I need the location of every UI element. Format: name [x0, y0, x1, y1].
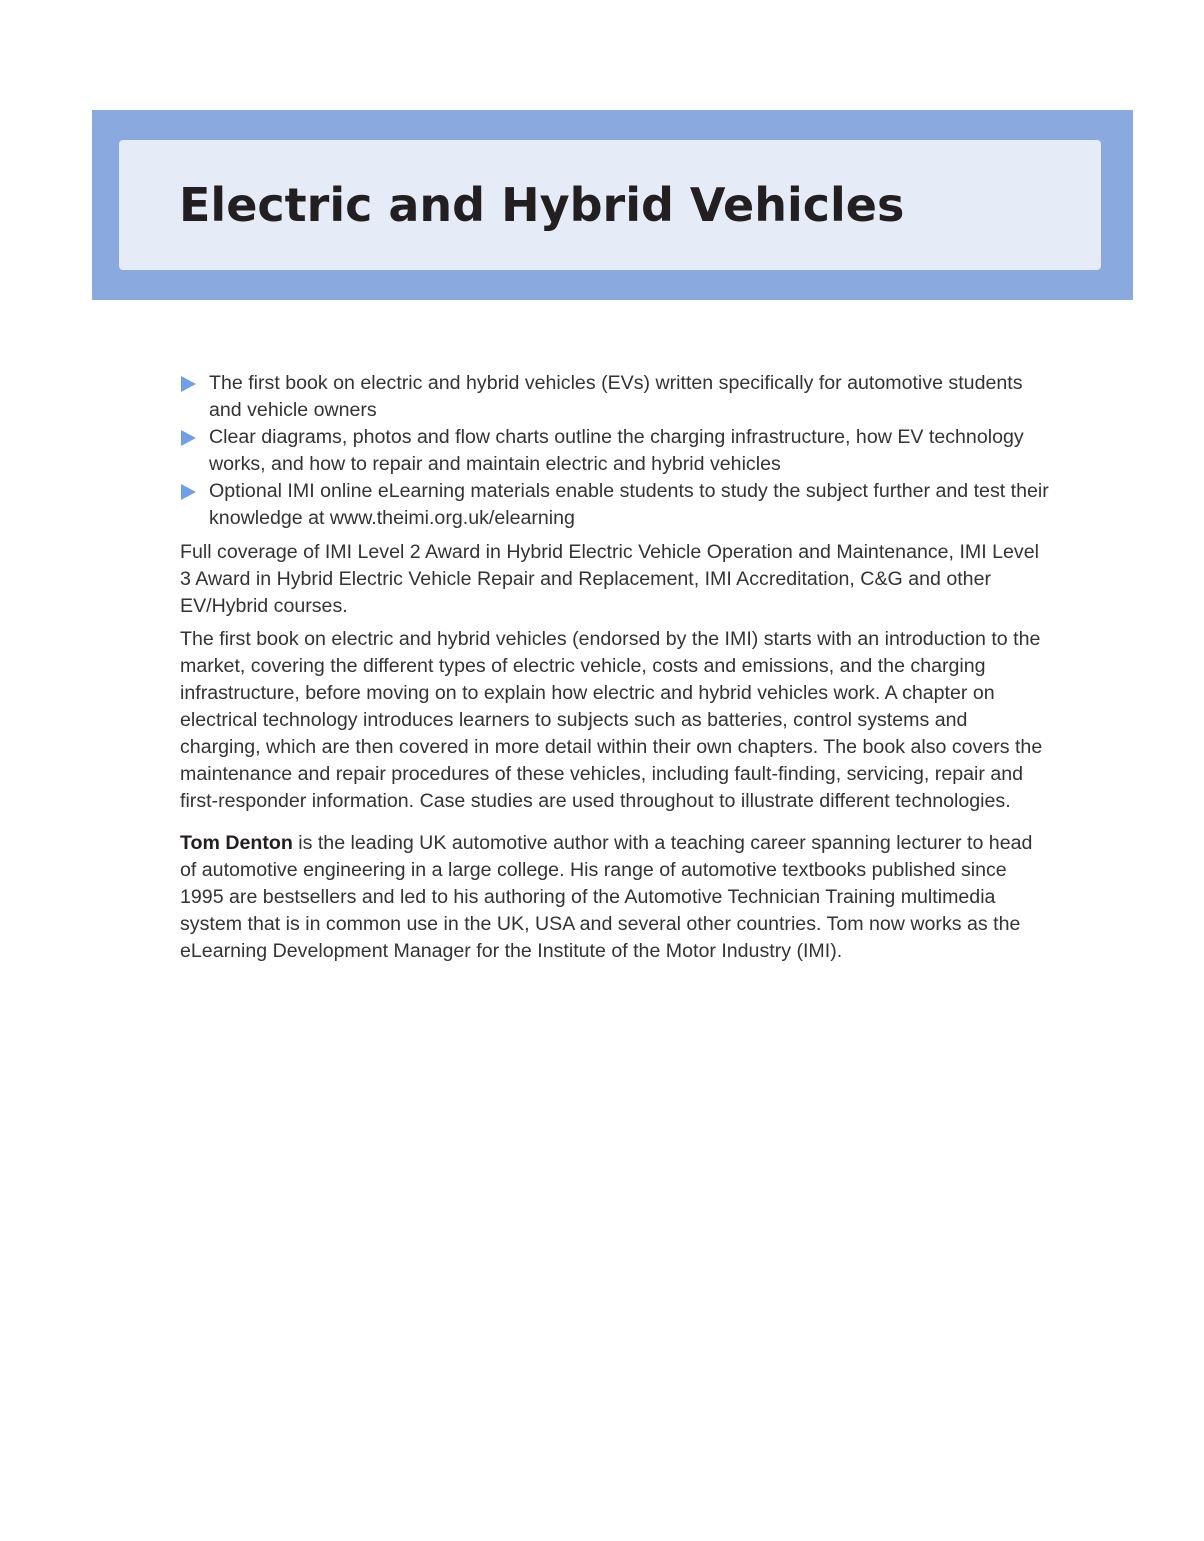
list-item	[180, 478, 1050, 532]
list-item-text: The first book on electric and hybrid vehicles (EVs) written specifically for automotive students and vehicle owners	[209, 372, 1023, 421]
feature-list	[180, 370, 1050, 532]
list-item-text: Clear diagrams, photos and flow charts outline the charging infrastructure, how EV technology works, and how to repair and maintain electric and hybrid vehicles	[209, 426, 1024, 475]
triangle-right-icon	[181, 376, 196, 392]
title-box	[119, 140, 1101, 270]
list-item	[180, 424, 1050, 478]
content	[180, 370, 1050, 965]
author-paragraph	[180, 830, 1050, 965]
author-name: Tom Denton	[180, 832, 293, 854]
list-item-text: Optional IMI online eLearning materials enable students to study the subject further and test their knowledge at www.theimi.org.uk/elearning	[209, 480, 1049, 529]
triangle-right-icon	[181, 484, 196, 500]
triangle-right-icon	[181, 430, 196, 446]
author-bio: is the leading UK automotive author with a teaching career spanning lecturer to head of automotive engineering in a large college. His range of automotive textbooks published since 1995 are bestsellers and led to his authoring of the Automotive Technician Training multimedia system that is in common use in the UK, USA and several other countries. Tom now works as the eLearning Development Manager for the Institute of the Motor Industry (IMI).	[180, 832, 1033, 962]
list-item	[180, 370, 1050, 424]
coverage-paragraph: Full coverage of IMI Level 2 Award in Hybrid Electric Vehicle Operation and Maintenance, IMI Level 3 Award in Hybrid Electric Vehicle Repair and Replacement, IMI Accreditation, C&G and other EV/Hybrid courses.	[180, 541, 1039, 617]
title-band	[92, 110, 1133, 300]
description-paragraph: The first book on electric and hybrid vehicles (endorsed by the IMI) starts with an introduction to the market, covering the different types of electric vehicle, costs and emissions, and the charging infrastructure, before moving on to explain how electric and hybrid vehicles work. A chapter on electrical technology introduces learners to subjects such as batteries, control systems and charging, which are then covered in more detail within their own chapters. The book also covers the maintenance and repair procedures of these vehicles, including fault-finding, servicing, repair and first-responder information. Case studies are used throughout to illustrate different technologies.	[180, 628, 1043, 812]
page-title: Electric and Hybrid Vehicles	[179, 178, 905, 232]
